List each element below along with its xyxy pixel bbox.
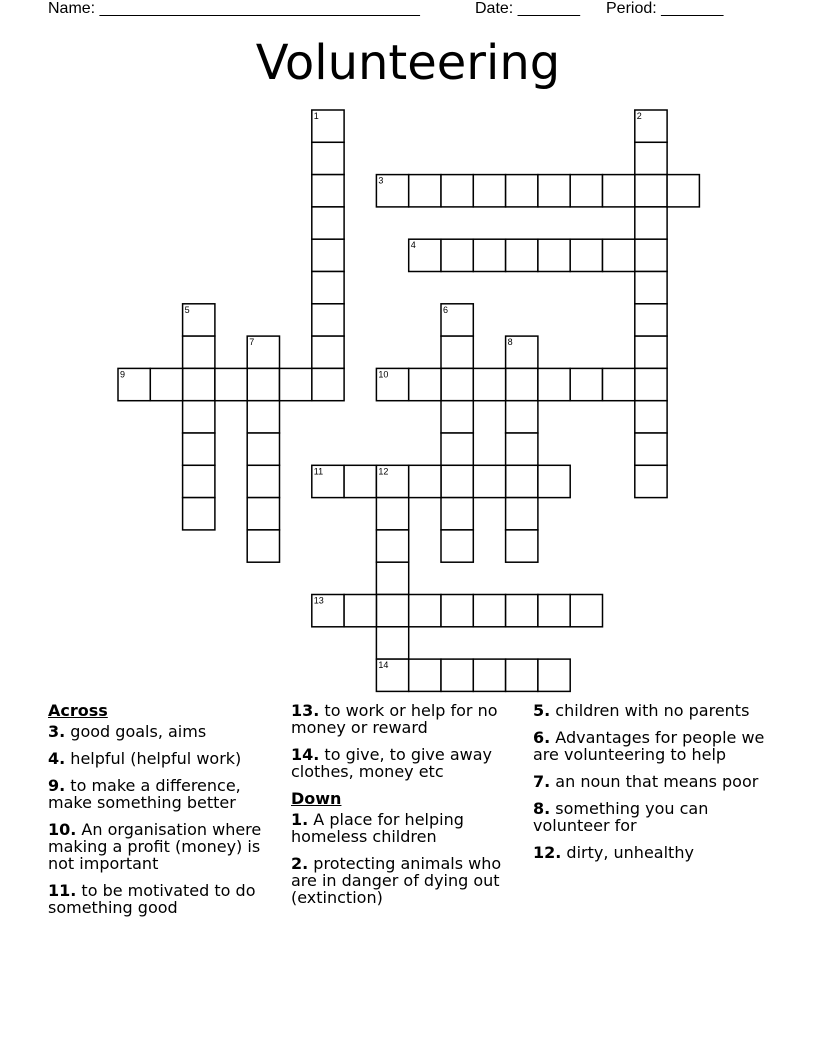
grid-cell[interactable] bbox=[409, 175, 441, 207]
grid-cell[interactable] bbox=[247, 465, 279, 497]
grid-cell[interactable] bbox=[506, 465, 538, 497]
clue-column-2 bbox=[291, 702, 523, 916]
grid-cell[interactable] bbox=[506, 175, 538, 207]
grid-cell[interactable] bbox=[312, 368, 344, 400]
grid-cell[interactable] bbox=[538, 659, 570, 691]
clue-down-6: 6. Advantages for people we are volunteering to help bbox=[533, 728, 765, 764]
grid-cell[interactable] bbox=[506, 401, 538, 433]
grid-cell[interactable] bbox=[312, 336, 344, 368]
grid-cell[interactable] bbox=[473, 175, 505, 207]
cell-number-label: 1 bbox=[313, 111, 319, 121]
grid-cell[interactable] bbox=[473, 239, 505, 271]
grid-cell[interactable] bbox=[635, 272, 667, 304]
grid-cell[interactable] bbox=[409, 659, 441, 691]
grid-cell[interactable] bbox=[183, 336, 215, 368]
clue-column-3 bbox=[533, 702, 773, 871]
grid-cell[interactable] bbox=[506, 368, 538, 400]
clue-down-8: 8. something you can volunteer for bbox=[533, 799, 709, 835]
grid-cell[interactable] bbox=[603, 239, 635, 271]
grid-cell[interactable] bbox=[538, 465, 570, 497]
grid-cell[interactable] bbox=[506, 498, 538, 530]
grid-cell[interactable] bbox=[473, 368, 505, 400]
grid-cell[interactable] bbox=[506, 239, 538, 271]
clue-down-1: 1. A place for helping homeless children bbox=[291, 810, 464, 846]
grid-cell[interactable] bbox=[538, 239, 570, 271]
grid-cell[interactable] bbox=[635, 336, 667, 368]
grid-cell[interactable] bbox=[183, 498, 215, 530]
grid-cell[interactable] bbox=[441, 465, 473, 497]
grid-cell[interactable] bbox=[570, 175, 602, 207]
grid-cell[interactable] bbox=[409, 465, 441, 497]
grid-cell[interactable] bbox=[344, 595, 376, 627]
grid-cell[interactable] bbox=[473, 465, 505, 497]
cell-number-label: 8 bbox=[507, 337, 513, 348]
cell-number-label: 10 bbox=[378, 369, 389, 380]
grid-cell[interactable] bbox=[312, 304, 344, 336]
grid-cell[interactable] bbox=[441, 530, 473, 562]
grid-cell[interactable] bbox=[312, 207, 344, 239]
clue-across-9: 9. to make a difference, make something better bbox=[48, 776, 241, 812]
grid-cell[interactable] bbox=[635, 304, 667, 336]
clue-across-14: 14. to give, to give away clothes, money etc bbox=[291, 745, 492, 781]
grid-cell[interactable] bbox=[603, 175, 635, 207]
grid-cell[interactable] bbox=[376, 595, 408, 627]
grid-cell[interactable] bbox=[376, 562, 408, 594]
grid-cell[interactable] bbox=[441, 401, 473, 433]
grid-cell[interactable] bbox=[441, 595, 473, 627]
grid-cell[interactable] bbox=[635, 401, 667, 433]
grid-cell[interactable] bbox=[635, 207, 667, 239]
grid-cell[interactable] bbox=[506, 530, 538, 562]
grid-cell[interactable] bbox=[570, 239, 602, 271]
clue-down-5: 5. children with no parents bbox=[533, 701, 750, 720]
grid-cell[interactable] bbox=[376, 498, 408, 530]
grid-cell[interactable] bbox=[441, 336, 473, 368]
clue-across-3: 3. good goals, aims bbox=[48, 722, 207, 741]
grid-cell[interactable] bbox=[473, 659, 505, 691]
grid-cell[interactable] bbox=[376, 627, 408, 659]
period-field-label: Period: _______ bbox=[606, 0, 724, 17]
name-field-label: Name: ____________________________________ bbox=[48, 0, 420, 17]
clue-across-4: 4. helpful (helpful work) bbox=[48, 749, 242, 768]
grid-cell[interactable] bbox=[247, 498, 279, 530]
grid-cell[interactable] bbox=[312, 239, 344, 271]
grid-cell[interactable] bbox=[538, 368, 570, 400]
grid-cell[interactable] bbox=[635, 368, 667, 400]
clue-down-12: 12. dirty, unhealthy bbox=[533, 843, 694, 862]
grid-cell[interactable] bbox=[312, 272, 344, 304]
grid-cell[interactable] bbox=[570, 595, 602, 627]
clue-down-7: 7. an noun that means poor bbox=[533, 772, 759, 791]
grid-cell[interactable] bbox=[506, 433, 538, 465]
cell-number-label: 12 bbox=[378, 466, 389, 477]
grid-cell[interactable] bbox=[635, 175, 667, 207]
grid-cell[interactable] bbox=[441, 239, 473, 271]
grid-cell[interactable] bbox=[506, 659, 538, 691]
grid-cell[interactable] bbox=[247, 368, 279, 400]
grid-cell[interactable] bbox=[473, 595, 505, 627]
grid-cell[interactable] bbox=[409, 368, 441, 400]
grid-cell[interactable] bbox=[247, 530, 279, 562]
clue-across-10: 10. An organisation where making a profit (money) is not important bbox=[48, 820, 262, 873]
grid-cell[interactable] bbox=[215, 368, 247, 400]
grid-cell[interactable] bbox=[441, 659, 473, 691]
grid-cell[interactable] bbox=[183, 465, 215, 497]
grid-cell[interactable] bbox=[312, 142, 344, 174]
grid-cell[interactable] bbox=[344, 465, 376, 497]
cell-number-label: 14 bbox=[378, 660, 389, 671]
grid-cell[interactable] bbox=[280, 368, 312, 400]
grid-cell[interactable] bbox=[312, 175, 344, 207]
grid-cell[interactable] bbox=[183, 368, 215, 400]
cell-number-label: 3 bbox=[378, 175, 384, 186]
grid-cell[interactable] bbox=[635, 465, 667, 497]
across-heading: Across bbox=[48, 701, 108, 720]
grid-cell[interactable] bbox=[247, 401, 279, 433]
clue-down-2: 2. protecting animals who are in danger of dying out (extinction) bbox=[291, 854, 502, 907]
grid-cell[interactable] bbox=[635, 239, 667, 271]
clue-across-13: 13. to work or help for no money or reward bbox=[291, 701, 498, 737]
grid-cell[interactable] bbox=[183, 401, 215, 433]
grid-cell[interactable] bbox=[183, 433, 215, 465]
grid-cell[interactable] bbox=[150, 368, 182, 400]
down-heading: Down bbox=[291, 789, 342, 808]
clue-column-1 bbox=[48, 702, 284, 926]
grid-cell[interactable] bbox=[441, 433, 473, 465]
cell-number-label: 9 bbox=[120, 369, 126, 380]
grid-cell[interactable] bbox=[538, 175, 570, 207]
cell-number-label: 6 bbox=[443, 304, 449, 315]
grid-cell[interactable] bbox=[538, 595, 570, 627]
cell-number-label: 2 bbox=[636, 111, 642, 121]
grid-cell[interactable] bbox=[667, 175, 699, 207]
grid-cell[interactable] bbox=[441, 175, 473, 207]
grid-cell[interactable] bbox=[247, 433, 279, 465]
grid-cell[interactable] bbox=[409, 595, 441, 627]
grid-cell[interactable] bbox=[376, 530, 408, 562]
clue-across-11: 11. to be motivated to do something good bbox=[48, 881, 256, 917]
grid-cell[interactable] bbox=[603, 368, 635, 400]
date-field-label: Date: _______ bbox=[475, 0, 580, 17]
grid-cell[interactable] bbox=[441, 498, 473, 530]
cell-number-label: 7 bbox=[249, 337, 255, 348]
grid-cell[interactable] bbox=[441, 368, 473, 400]
grid-cell[interactable] bbox=[506, 595, 538, 627]
cell-number-label: 13 bbox=[313, 595, 324, 606]
grid-cell[interactable] bbox=[570, 368, 602, 400]
puzzle-title: Volunteering bbox=[255, 35, 561, 91]
grid-cell[interactable] bbox=[635, 142, 667, 174]
cell-number-label: 4 bbox=[410, 240, 416, 251]
cell-number-label: 5 bbox=[184, 304, 190, 315]
grid-cell[interactable] bbox=[635, 433, 667, 465]
cell-number-label: 11 bbox=[313, 466, 324, 477]
